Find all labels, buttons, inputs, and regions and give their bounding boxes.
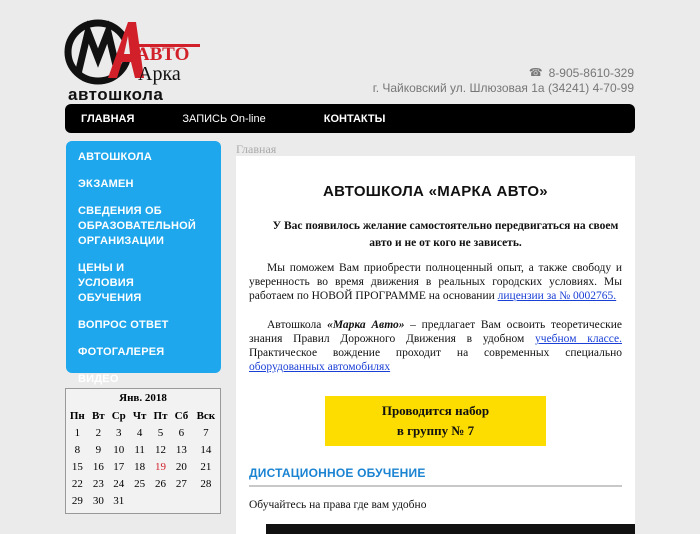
calendar-day[interactable]: 16 <box>92 460 104 473</box>
logo-avto-text: АВТО <box>136 44 190 65</box>
sidebar-item-organization-info[interactable]: СВЕДЕНИЯ ОБ ОБРАЗОВАТЕЛЬНОЙ ОРГАНИЗАЦИИ <box>78 205 196 247</box>
calendar-week-row <box>66 441 220 458</box>
nav-item-online-registration[interactable]: ЗАПИСЬ On-line <box>182 112 266 125</box>
calendar-day[interactable]: 24 <box>113 477 125 490</box>
calendar-day[interactable]: 30 <box>92 494 104 507</box>
paragraph-about <box>249 318 622 374</box>
calendar-day[interactable]: 19 <box>155 460 166 473</box>
paragraph-experience-text: Мы поможем Вам приобрести полноценный опыт, а также свободу и уверенность во время движения в реальных городских условиях. Мы работаем по НОВОЙ ПРОГРАММЕ на основании <box>249 262 622 302</box>
license-link[interactable]: лицензии за № 0002765. <box>497 290 617 302</box>
mobile-phone: 8-905-8610-329 <box>548 66 634 80</box>
nav-item-contacts[interactable]: КОНТАКТЫ <box>323 112 386 125</box>
calendar-title: Янв. 2018 <box>119 392 167 404</box>
equipped-cars-link[interactable]: оборудованных автомобилях <box>249 361 391 373</box>
calendar-day <box>171 492 192 509</box>
brand-name: «Марка Авто» <box>327 319 405 331</box>
calendar-day[interactable]: 21 <box>200 460 212 473</box>
calendar-day[interactable]: 26 <box>155 477 166 490</box>
classroom-link[interactable]: учебном классе. <box>535 333 622 345</box>
calendar-weekdays <box>66 407 220 424</box>
weekday-label: Сб <box>174 409 189 422</box>
weekday-label: Вск <box>196 409 216 422</box>
calendar-day[interactable]: 28 <box>200 477 212 490</box>
calendar-week-row <box>66 458 220 475</box>
sidebar-item-autoschool[interactable]: АВТОШКОЛА <box>78 151 152 163</box>
calendar-week-row <box>66 424 220 441</box>
calendar-day <box>192 492 220 509</box>
sidebar-item-gallery[interactable]: ФОТОГАЛЕРЕЯ <box>78 346 165 358</box>
paragraph-about-end: Практическое вождение проходит на современных специально <box>249 347 622 359</box>
calendar-day[interactable]: 2 <box>95 426 102 439</box>
address: г. Чайковский ул. Шлюзовая 1а <box>372 81 545 95</box>
calendar-day[interactable]: 1 <box>74 426 81 439</box>
address-line <box>373 81 634 96</box>
paragraph-about-mid: – предлагает Вам освоить теоретические знания Правил Дорожного Движения в удобном <box>249 319 622 345</box>
calendar-day[interactable]: 29 <box>71 494 83 507</box>
breadcrumb[interactable]: Главная <box>236 142 277 156</box>
paragraph-about-start: Автошкола <box>267 319 328 331</box>
video-preview-strip[interactable] <box>266 524 635 534</box>
mobile-phone-row <box>373 66 634 81</box>
calendar-day[interactable]: 7 <box>203 426 209 439</box>
main-nav <box>65 104 635 133</box>
calendar-day[interactable]: 25 <box>134 477 146 490</box>
calendar-day[interactable]: 22 <box>71 477 83 490</box>
banner-line-1: Проводится набор <box>381 403 490 418</box>
calendar-day[interactable]: 27 <box>175 477 187 490</box>
city-phone: (34241) 4-70-99 <box>547 81 634 95</box>
calendar-grid <box>66 407 220 509</box>
calendar-day[interactable]: 17 <box>113 460 125 473</box>
distance-learning-text: Обучайтесь на права где вам удобно <box>249 499 427 511</box>
sidebar-item-exam[interactable]: ЭКЗАМЕН <box>78 178 134 190</box>
calendar-day <box>129 492 149 509</box>
enrollment-banner[interactable] <box>325 396 546 446</box>
calendar-week-row <box>66 475 220 492</box>
logo-arka-text: Арка <box>138 63 181 85</box>
weekday-label: Ср <box>111 409 126 422</box>
main-content <box>236 156 635 534</box>
site-logo[interactable] <box>64 14 214 104</box>
calendar-day[interactable]: 6 <box>178 426 185 439</box>
weekday-label: Чт <box>132 409 147 422</box>
calendar-day[interactable]: 15 <box>71 460 83 473</box>
weekday-label: Пт <box>153 409 168 422</box>
calendar-day[interactable]: 5 <box>157 426 164 439</box>
calendar-day[interactable]: 13 <box>175 443 187 456</box>
calendar-day[interactable]: 18 <box>134 460 146 473</box>
page-title: АВТОШКОЛА «МАРКА АВТО» <box>323 183 548 200</box>
sidebar-item-faq[interactable]: ВОПРОС ОТВЕТ <box>78 319 169 331</box>
nav-item-main[interactable]: ГЛАВНАЯ <box>81 112 135 125</box>
sidebar-item-prices[interactable]: ЦЕНЫ И УСЛОВИЯ ОБУЧЕНИЯ <box>78 262 142 304</box>
header-contacts <box>373 66 634 96</box>
weekday-label: Вт <box>91 409 105 422</box>
weekday-label: Пн <box>69 409 85 422</box>
calendar-day[interactable]: 14 <box>200 443 212 456</box>
calendar-day[interactable]: 11 <box>134 443 145 456</box>
calendar-day[interactable]: 31 <box>113 494 125 507</box>
paragraph-experience <box>249 261 622 303</box>
logo-autoschool-text: автошкола <box>68 85 164 104</box>
calendar-day[interactable]: 3 <box>115 426 122 439</box>
calendar-day[interactable]: 23 <box>92 477 104 490</box>
calendar-week-row <box>66 492 220 509</box>
phone-icon: ☎ <box>528 67 543 79</box>
distance-learning-heading: ДИСТАЦИОННОЕ ОБУЧЕНИЕ <box>249 466 622 487</box>
sidebar-item-video[interactable]: ВИДЕО <box>78 373 119 385</box>
calendar-day[interactable]: 10 <box>113 443 125 456</box>
calendar-day[interactable]: 20 <box>175 460 187 473</box>
calendar-day <box>150 492 171 509</box>
banner-line-2: в группу № 7 <box>396 423 475 438</box>
logo-graphic <box>64 14 214 104</box>
calendar-widget <box>65 388 221 514</box>
calendar-day[interactable]: 8 <box>74 443 81 456</box>
intro-text: У Вас появилось желание самостоятельно передвигаться на своем авто и не от кого не зависеть. <box>272 220 619 249</box>
calendar-day[interactable]: 9 <box>95 443 102 456</box>
sidebar-menu <box>66 141 221 385</box>
calendar-day[interactable]: 4 <box>136 426 143 439</box>
calendar-day[interactable]: 12 <box>155 443 166 456</box>
